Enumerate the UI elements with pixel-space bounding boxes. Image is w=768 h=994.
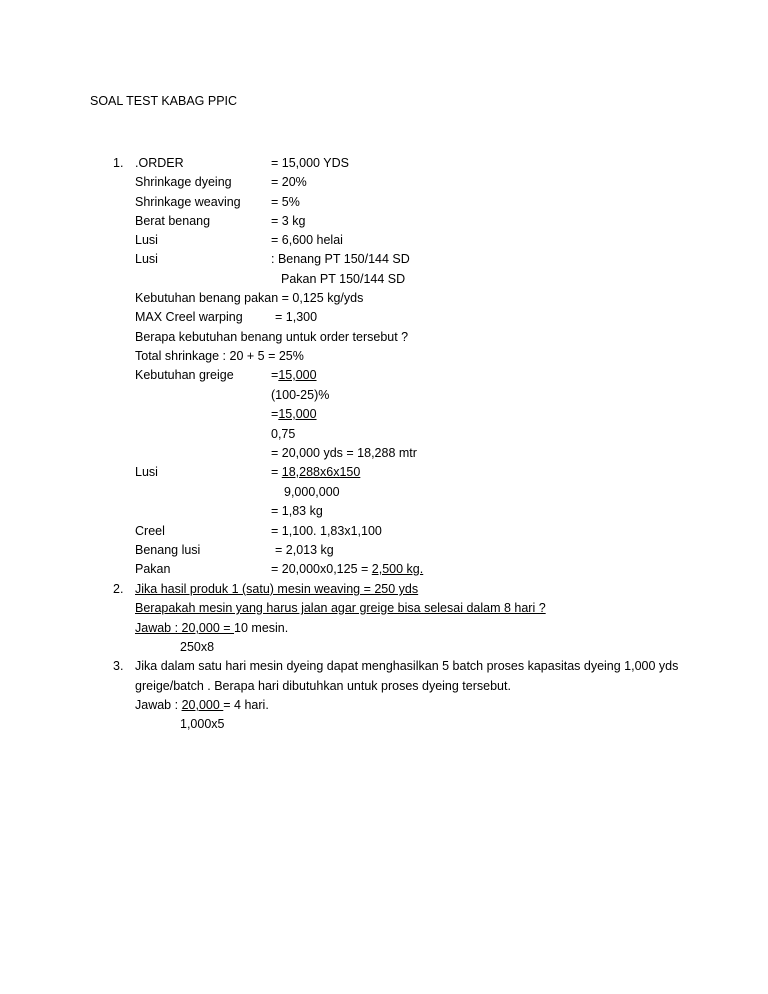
lusi-spec-label: Lusi bbox=[135, 252, 158, 266]
max-creel-value: = 1,300 bbox=[275, 310, 318, 324]
shrinkage-weaving-value: = 5% bbox=[271, 195, 300, 209]
q3-answer-denominator: 1,000x5 bbox=[180, 717, 225, 731]
greige-result: = 20,000 yds = 18,288 mtr bbox=[271, 446, 417, 460]
q3-answer-prefix: Jawab : bbox=[135, 698, 182, 712]
q1-question: Berapa kebutuhan benang untuk order tersebut ? bbox=[135, 330, 409, 344]
q3-line-2: greige/batch . Berapa hari dibutuhkan untuk proses dyeing tersebut. bbox=[135, 679, 511, 693]
q2-line-2: Berapakah mesin yang harus jalan agar greige bisa selesai dalam 8 hari ? bbox=[135, 601, 546, 615]
shrinkage-weaving-label: Shrinkage weaving bbox=[135, 195, 241, 209]
creel-value: = 1,100. 1,83x1,100 bbox=[271, 524, 382, 538]
lusi-count-label: Lusi bbox=[135, 233, 158, 247]
order-value: = 15,000 YDS bbox=[271, 156, 349, 170]
pakan-spec: Pakan PT 150/144 SD bbox=[281, 272, 406, 286]
q3-answer bbox=[135, 699, 269, 712]
greige-eq-2: = bbox=[271, 407, 279, 421]
total-shrinkage: Total shrinkage : 20 + 5 = 25% bbox=[135, 349, 304, 363]
lusi-spec-value: : Benang PT 150/144 SD bbox=[271, 252, 410, 266]
q2-answer-result: 10 mesin. bbox=[234, 621, 289, 635]
lusi-calc-numerator: 18,288x6x150 bbox=[281, 465, 361, 479]
greige-numerator-2: 15,000 bbox=[278, 407, 317, 421]
q2-answer-denominator: 250x8 bbox=[180, 640, 215, 654]
q1-number: 1. bbox=[113, 156, 124, 170]
greige-label: Kebutuhan greige bbox=[135, 368, 234, 382]
order-label: .ORDER bbox=[135, 156, 184, 170]
lusi-calc-denominator: 9,000,000 bbox=[284, 485, 340, 499]
q3-answer-numerator: 20,000 bbox=[181, 698, 224, 712]
greige-eq: = bbox=[271, 368, 279, 382]
lusi-calc-eq: = bbox=[271, 465, 282, 479]
q3-number: 3. bbox=[113, 659, 124, 673]
shrinkage-dyeing-value: = 20% bbox=[271, 175, 307, 189]
q2-line-1: Jika hasil produk 1 (satu) mesin weaving = 250 yds bbox=[135, 582, 419, 596]
benang-lusi-label: Benang lusi bbox=[135, 543, 201, 557]
pakan-label: Pakan bbox=[135, 562, 171, 576]
document-title: SOAL TEST KABAG PPIC bbox=[90, 94, 238, 108]
berat-benang-label: Berat benang bbox=[135, 214, 211, 228]
q2-answer-numerator: Jawab : 20,000 = bbox=[135, 621, 235, 635]
benang-lusi-value: = 2,013 kg bbox=[275, 543, 334, 557]
pakan-calc bbox=[271, 563, 423, 576]
kebutuhan-pakan: Kebutuhan benang pakan = 0,125 kg/yds bbox=[135, 291, 364, 305]
creel-label: Creel bbox=[135, 524, 165, 538]
q2-number: 2. bbox=[113, 582, 124, 596]
greige-denominator-2: 0,75 bbox=[271, 427, 296, 441]
lusi-count-value: = 6,600 helai bbox=[271, 233, 343, 247]
pakan-calc-prefix: = 20,000x0,125 = bbox=[271, 562, 372, 576]
lusi-calc-result: = 1,83 kg bbox=[271, 504, 323, 518]
lusi-calc-fraction bbox=[271, 466, 360, 479]
shrinkage-dyeing-label: Shrinkage dyeing bbox=[135, 175, 232, 189]
max-creel-label: MAX Creel warping bbox=[135, 310, 243, 324]
greige-numerator-1: 15,000 bbox=[278, 368, 317, 382]
q2-answer bbox=[135, 622, 288, 635]
greige-fraction-1 bbox=[271, 369, 317, 382]
greige-fraction-2 bbox=[271, 408, 317, 421]
berat-benang-value: = 3 kg bbox=[271, 214, 306, 228]
q3-line-1: Jika dalam satu hari mesin dyeing dapat menghasilkan 5 batch proses kapasitas dyeing 1,000 yds bbox=[135, 659, 679, 673]
greige-denominator-1: (100-25)% bbox=[271, 388, 330, 402]
lusi-calc-label: Lusi bbox=[135, 465, 158, 479]
q3-answer-result: = 4 hari. bbox=[223, 698, 269, 712]
pakan-calc-result: 2,500 kg. bbox=[371, 562, 424, 576]
